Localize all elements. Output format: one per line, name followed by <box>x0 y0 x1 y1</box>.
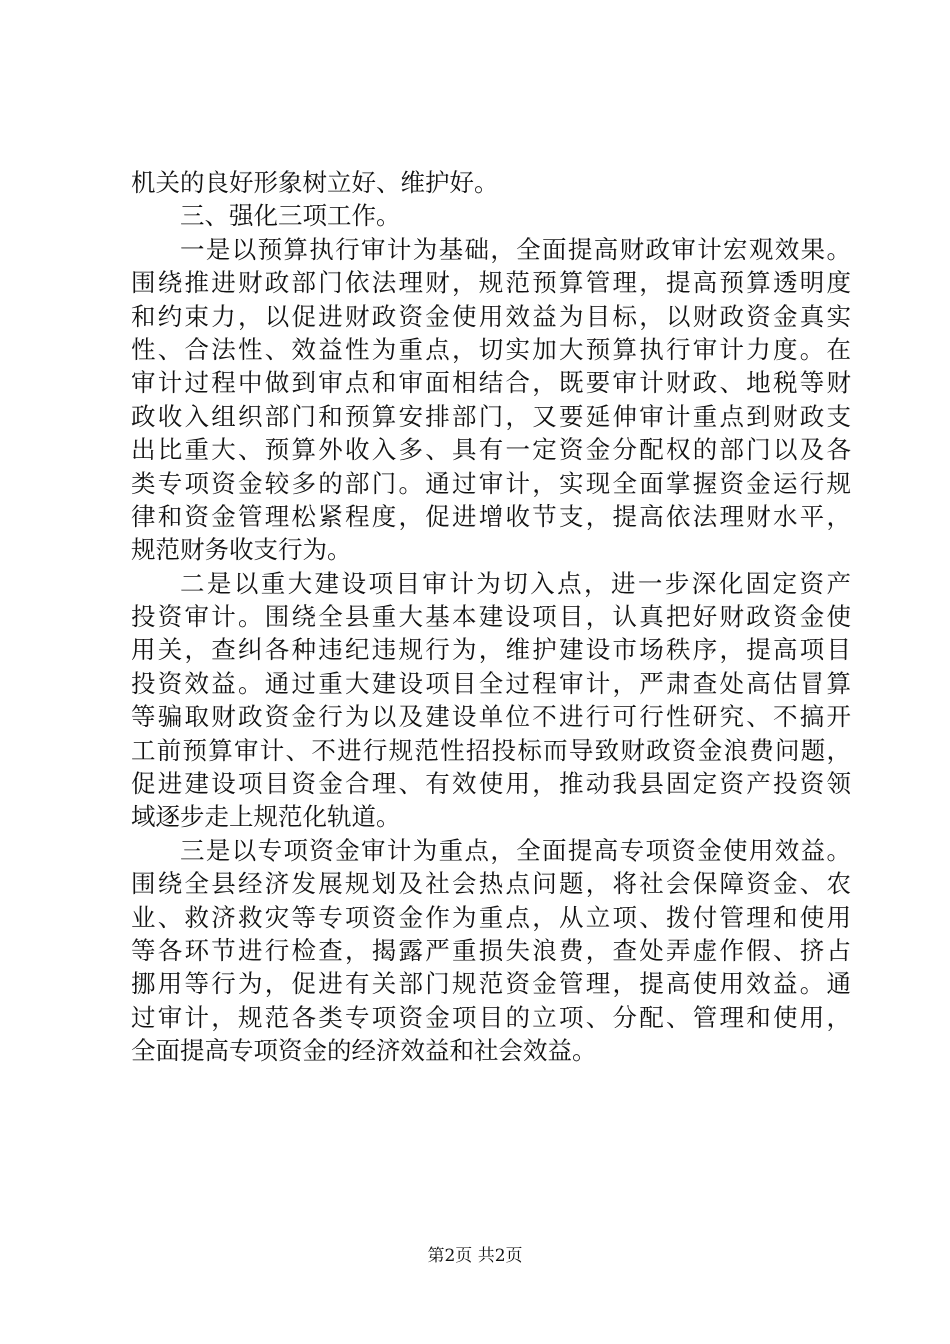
text-line: 工前预算审计、不进行规范性招投标而导致财政资金浪费问题， <box>131 735 851 765</box>
text-line: 围绕全县经济发展规划及社会热点问题，将社会保障资金、农 <box>131 869 851 899</box>
text-line: 等各环节进行检查，揭露严重损失浪费，查处弄虚作假、挤占 <box>131 935 851 965</box>
document-body <box>131 166 851 1068</box>
text-line: 围绕推进财政部门依法理财，规范预算管理，提高预算透明度 <box>131 268 851 298</box>
text-line: 投资效益。通过重大建设项目全过程审计，严肃查处高估冒算 <box>131 668 851 698</box>
text-line: 三是以专项资金审计为重点，全面提高专项资金使用效益。 <box>180 835 851 865</box>
text-line: 挪用等行为，促进有关部门规范资金管理，提高使用效益。通 <box>131 969 851 999</box>
text-line: 二是以重大建设项目审计为切入点，进一步深化固定资产 <box>180 568 851 598</box>
page-footer: 第2页 共2页 <box>427 1246 523 1266</box>
text-line: 机关的良好形象树立好、维护好。 <box>131 168 499 197</box>
text-line: 出比重大、预算外收入多、具有一定资金分配权的部门以及各 <box>131 435 851 465</box>
text-line: 一是以预算执行审计为基础，全面提高财政审计宏观效果。 <box>180 234 851 264</box>
text-line: 域逐步走上规范化轨道。 <box>131 802 401 832</box>
text-line: 和约束力，以促进财政资金使用效益为目标，以财政资金真实 <box>131 301 851 331</box>
text-line: 全面提高专项资金的经济效益和社会效益。 <box>131 1036 597 1066</box>
text-line: 业、救济救灾等专项资金作为重点，从立项、拨付管理和使用 <box>131 902 851 932</box>
text-line: 规范财务收支行为。 <box>131 535 352 565</box>
text-line: 律和资金管理松紧程度，促进增收节支，提高依法理财水平， <box>131 501 851 531</box>
text-line: 类专项资金较多的部门。通过审计，实现全面掌握资金运行规 <box>131 468 851 498</box>
text-line: 投资审计。围绕全县重大基本建设项目，认真把好财政资金使 <box>131 602 851 632</box>
text-line: 促进建设项目资金合理、有效使用，推动我县固定资产投资领 <box>131 769 851 799</box>
text-line: 等骗取财政资金行为以及建设单位不进行可行性研究、不搞开 <box>131 702 851 732</box>
text-line: 用关，查纠各种违纪违规行为，维护建设市场秩序，提高项目 <box>131 635 851 665</box>
text-line: 三、强化三项工作。 <box>180 201 401 231</box>
text-line: 政收入组织部门和预算安排部门，又要延伸审计重点到财政支 <box>131 401 851 431</box>
text-line: 过审计，规范各类专项资金项目的立项、分配、管理和使用， <box>131 1002 851 1032</box>
text-line: 审计过程中做到审点和审面相结合，既要审计财政、地税等财 <box>131 368 851 398</box>
text-line: 性、合法性、效益性为重点，切实加大预算执行审计力度。在 <box>131 334 851 364</box>
